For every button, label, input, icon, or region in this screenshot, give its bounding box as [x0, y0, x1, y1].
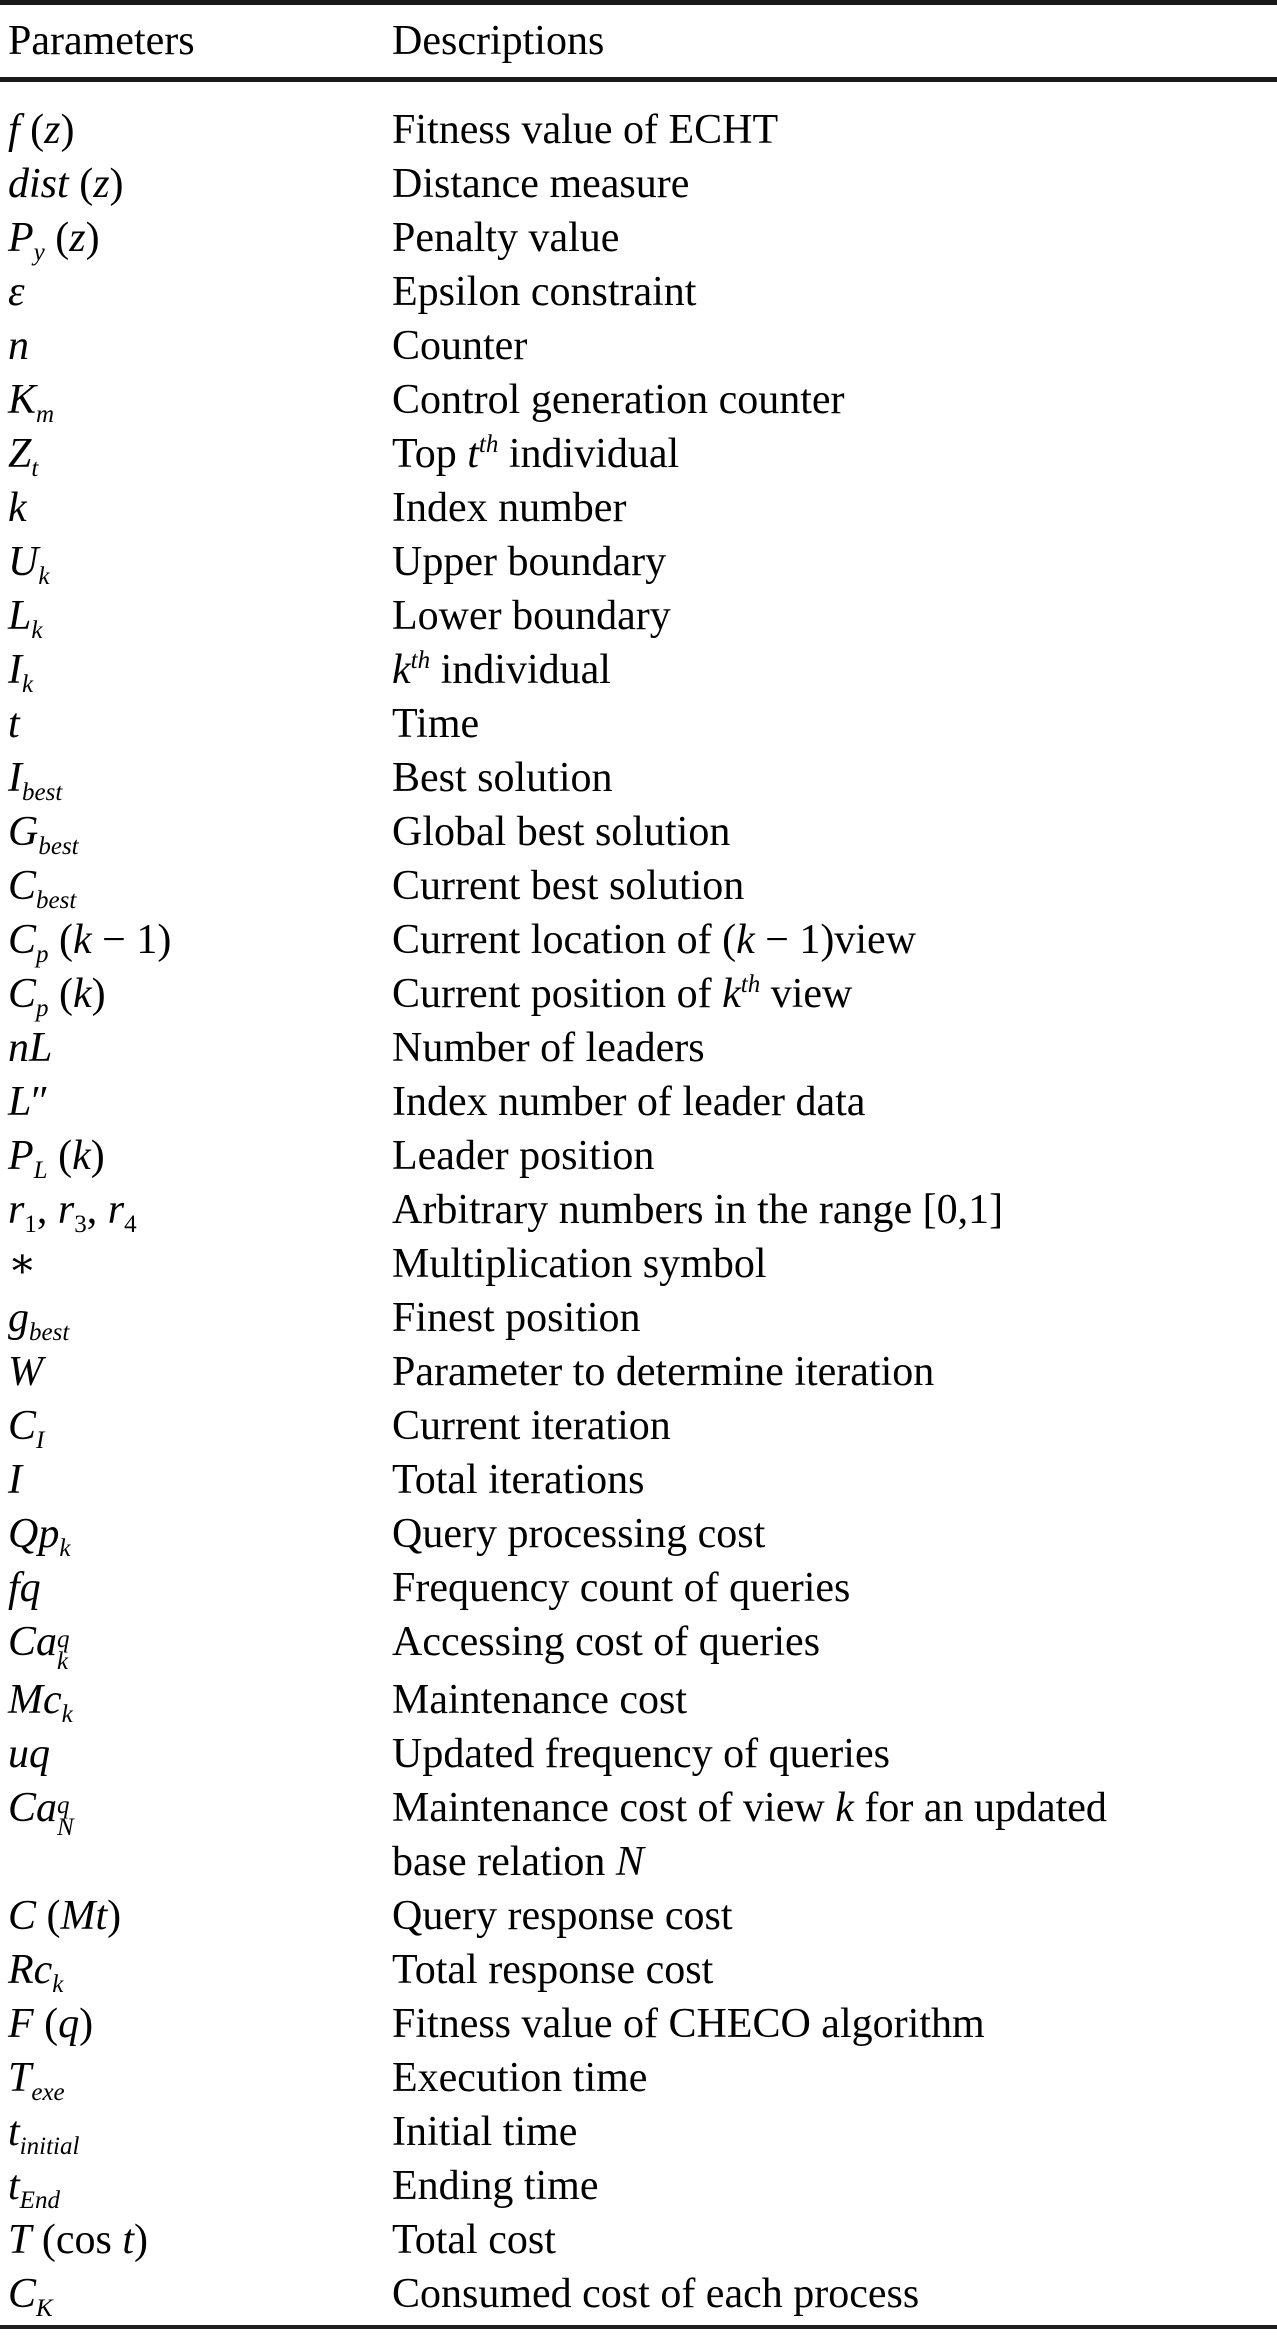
description-cell: Finest position	[392, 1295, 641, 1341]
description-cell: Parameter to determine iteration	[392, 1349, 935, 1395]
parameter-cell: $r_1$, $r_3$, $r_4$	[8, 1187, 137, 1238]
description-cell: Initial time	[392, 2109, 578, 2155]
table-row	[8, 265, 1277, 319]
description-cell: Multiplication symbol	[392, 1241, 767, 1287]
parameter-cell: n	[8, 323, 29, 369]
table-row	[8, 697, 1277, 751]
table-row	[8, 913, 1277, 967]
description-cell: Updated frequency of queries	[392, 1731, 890, 1777]
description-cell: Accessing cost of queries	[392, 1619, 821, 1665]
description-cell: Penalty value	[392, 215, 620, 261]
table-row	[8, 1781, 1277, 1889]
parameter-cell: k	[8, 485, 27, 531]
parameter-cell: $L_k$	[8, 593, 43, 644]
parameter-cell: $Rc_k$	[8, 1947, 64, 1998]
description-cell: Maintenance cost of view k for an updated base relation N	[392, 1785, 1107, 1885]
table-body	[0, 82, 1277, 2321]
table-row	[8, 1399, 1277, 1453]
table-bottom-rule	[0, 2325, 1277, 2335]
table-header-row	[0, 5, 1277, 77]
parameter-cell: nL	[8, 1025, 53, 1071]
parameter-cell: $T_{exe}$	[8, 2055, 65, 2106]
table-row	[8, 589, 1277, 643]
description-cell: $k^{th}$ individual	[392, 647, 611, 693]
table-row	[8, 1075, 1277, 1129]
table-row	[8, 2051, 1277, 2105]
table-row	[8, 1291, 1277, 1345]
parameter-cell: $Qp_k$	[8, 1511, 71, 1562]
parameter-cell: $C_{best}$	[8, 863, 77, 914]
table-row	[8, 211, 1277, 265]
parameter-cell: $I_k$	[8, 647, 34, 698]
table-row	[8, 319, 1277, 373]
description-cell: Epsilon constraint	[392, 269, 697, 315]
table-row	[8, 859, 1277, 913]
description-cell: Leader position	[392, 1133, 655, 1179]
parameter-cell: f (z)	[8, 107, 75, 153]
parameter-cell: I	[8, 1457, 22, 1503]
parameter-cell: Ca q k	[8, 1619, 70, 1675]
description-cell: Best solution	[392, 755, 613, 801]
parameter-cell: $C_p$ (k − 1)	[8, 917, 172, 968]
table-row	[8, 1889, 1277, 1943]
table-row	[8, 427, 1277, 481]
parameter-cell: $g_{best}$	[8, 1295, 70, 1346]
parameter-cell: $U_k$	[8, 539, 50, 590]
parameter-cell: $I_{best}$	[8, 755, 63, 806]
description-cell: Time	[392, 701, 480, 747]
description-cell: Current best solution	[392, 863, 745, 909]
parameter-cell: $t_{initial}$	[8, 2109, 80, 2160]
table-row	[8, 2213, 1277, 2267]
description-cell: Upper boundary	[392, 539, 667, 585]
table-row	[8, 1561, 1277, 1615]
table-row	[8, 1345, 1277, 1399]
parameter-cell: W	[8, 1349, 43, 1395]
parameter-cell: $P_L$ (k)	[8, 1133, 105, 1184]
table-row	[8, 2105, 1277, 2159]
table-row	[8, 1453, 1277, 1507]
table-row	[8, 481, 1277, 535]
table-row	[8, 2267, 1277, 2321]
parameter-cell: $G_{best}$	[8, 809, 79, 860]
description-cell: Total response cost	[392, 1947, 714, 1993]
table-row	[8, 1997, 1277, 2051]
table-row	[8, 103, 1277, 157]
parameter-cell: $t_{End}$	[8, 2163, 60, 2214]
description-cell: Global best solution	[392, 809, 731, 855]
description-cell: Index number	[392, 485, 627, 531]
parameter-cell: uq	[8, 1731, 50, 1777]
table-row	[8, 1183, 1277, 1237]
table-row	[8, 1673, 1277, 1727]
table-row	[8, 2159, 1277, 2213]
parameter-cell: T (cos t)	[8, 2217, 149, 2263]
header-descriptions: Descriptions	[392, 18, 605, 64]
parameter-cell: dist (z)	[8, 161, 124, 207]
description-cell: Ending time	[392, 2163, 599, 2209]
description-cell: Distance measure	[392, 161, 690, 207]
description-cell: Total iterations	[392, 1457, 645, 1503]
parameter-cell: $Mc_k$	[8, 1677, 73, 1728]
table-row	[8, 967, 1277, 1021]
parameter-cell: Ca q N	[8, 1785, 74, 1841]
description-cell: Execution time	[392, 2055, 648, 2101]
table-row	[8, 643, 1277, 697]
table-row	[8, 1021, 1277, 1075]
table-row	[8, 535, 1277, 589]
description-cell: Current iteration	[392, 1403, 671, 1449]
description-cell: Current location of (k − 1)view	[392, 917, 917, 963]
parameter-cell: $P_y$ (z)	[8, 215, 100, 266]
parameter-cell: F (q)	[8, 2001, 94, 2047]
parameter-cell: ∗	[8, 1241, 37, 1287]
table-row	[8, 1615, 1277, 1673]
description-cell: Total cost	[392, 2217, 556, 2263]
description-cell: Query response cost	[392, 1893, 733, 1939]
description-cell: Maintenance cost	[392, 1677, 688, 1723]
description-cell: Number of leaders	[392, 1025, 705, 1071]
table-row	[8, 1237, 1277, 1291]
table-row	[8, 751, 1277, 805]
table-row	[8, 1507, 1277, 1561]
description-cell: Consumed cost of each process	[392, 2271, 920, 2317]
table-row	[8, 373, 1277, 427]
parameter-cell: $C_I$	[8, 1403, 45, 1454]
description-cell: Arbitrary numbers in the range [0,1]	[392, 1187, 1004, 1233]
parameter-cell: fq	[8, 1565, 41, 1611]
description-cell: Fitness value of ECHT	[392, 107, 779, 153]
description-cell: Lower boundary	[392, 593, 671, 639]
header-parameters: Parameters	[8, 18, 195, 64]
table-row	[8, 1727, 1277, 1781]
description-cell: Index number of leader data	[392, 1079, 866, 1125]
parameter-cell: $C_K$	[8, 2271, 53, 2322]
table-row	[8, 1129, 1277, 1183]
table-row	[8, 805, 1277, 859]
parameter-cell: C (Mt)	[8, 1893, 122, 1939]
description-cell: Query processing cost	[392, 1511, 766, 1557]
parameter-cell: t	[8, 701, 20, 747]
parameter-cell: $Z_t$	[8, 431, 39, 482]
description-cell: Current position of $k^{th}$ view	[392, 971, 853, 1017]
parameter-cell: $C_p$ (k)	[8, 971, 106, 1022]
parameter-cell: $K_m$	[8, 377, 55, 428]
description-cell: Counter	[392, 323, 528, 369]
parameter-cell: L″	[8, 1079, 49, 1125]
description-cell: Fitness value of CHECO algorithm	[392, 2001, 985, 2047]
description-cell: Frequency count of queries	[392, 1565, 851, 1611]
description-cell: Control generation counter	[392, 377, 845, 423]
table-row	[8, 157, 1277, 211]
parameter-cell: ε	[8, 269, 25, 315]
description-cell: Top $t^{th}$ individual	[392, 431, 680, 477]
table-row	[8, 1943, 1277, 1997]
